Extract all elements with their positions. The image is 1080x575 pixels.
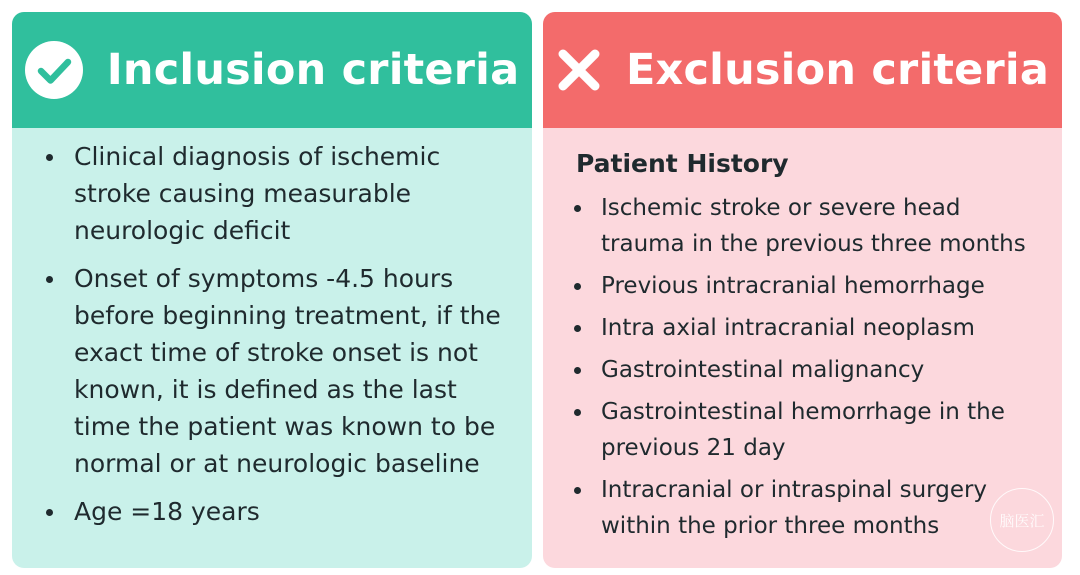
exclusion-panel [543, 12, 1062, 568]
list-item: Age =18 years [74, 493, 518, 530]
list-item: Onset of symptoms -4.5 hours before beginning treatment, if the exact time of stroke onset is not known, it is defined as the last time the patient was known to be normal or at neurologic baseline [74, 260, 518, 482]
watermark-logo [990, 488, 1054, 552]
inclusion-title: Inclusion criteria [106, 45, 520, 95]
list-item: Intra axial intracranial neoplasm [601, 310, 1048, 346]
list-item: Intracranial or intraspinal surgery within the prior three months [601, 472, 1048, 544]
exclusion-list [543, 190, 1062, 544]
section-title: Patient History [576, 149, 789, 178]
check-circle-icon [25, 41, 83, 99]
inclusion-panel [12, 12, 532, 568]
list-item: Previous intracranial hemorrhage [601, 268, 1048, 304]
inclusion-list [12, 138, 532, 530]
list-item: Gastrointestinal malignancy [601, 352, 1048, 388]
watermark-text: 脑医汇 [999, 511, 1045, 530]
list-item: Ischemic stroke or severe head trauma in the previous three months [601, 190, 1048, 262]
exclusion-header [543, 12, 1062, 128]
list-item: Gastrointestinal hemorrhage in the previous 21 day [601, 394, 1048, 466]
exclusion-title: Exclusion criteria [625, 45, 1050, 95]
inclusion-header [12, 12, 532, 128]
list-item: Clinical diagnosis of ischemic stroke causing measurable neurologic deficit [74, 138, 518, 249]
cross-icon [556, 47, 602, 93]
